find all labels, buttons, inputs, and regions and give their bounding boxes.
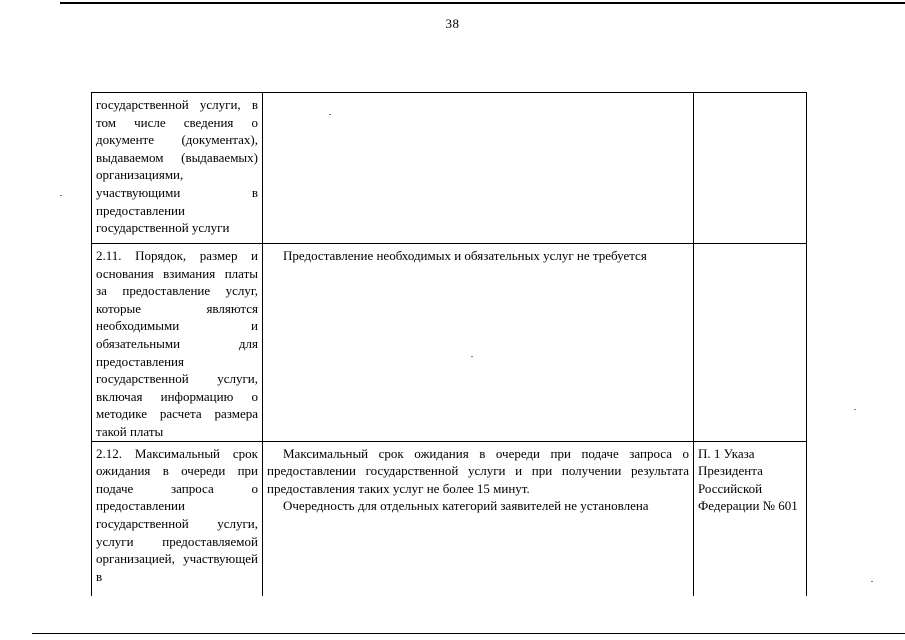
scan-speck bbox=[329, 114, 331, 115]
scan-speck bbox=[471, 356, 473, 357]
table-cell-legal-basis bbox=[694, 93, 807, 244]
bottom-rule bbox=[32, 633, 905, 634]
table-cell-content bbox=[263, 441, 694, 596]
table-cell-description: 2.12. Максимальный срок ожидания в очереди при подаче запроса о предоставлении государственной услуги, услуги предоставляемой организацией, участвующей в bbox=[92, 441, 263, 596]
document-table bbox=[91, 92, 807, 596]
table-cell-description: государственной услуги, в том числе сведения о документе (документах), выдаваемом (выдаваемых) организациями, участвующими в предоставлении государственной услуги bbox=[92, 93, 263, 244]
table-cell-content bbox=[263, 93, 694, 244]
top-rule bbox=[60, 2, 905, 4]
table-row bbox=[92, 244, 807, 442]
table-cell-content bbox=[263, 244, 694, 442]
page-number: 38 bbox=[445, 16, 460, 31]
table-cell-legal-basis bbox=[694, 244, 807, 442]
table-row bbox=[92, 441, 807, 596]
table-cell-description: 2.11. Порядок, размер и основания взимания платы за предоставление услуг, которые являются необходимыми и обязательными для предоставления государственной услуги, включая информацию о методике расчета размера такой платы bbox=[92, 244, 263, 442]
content-paragraph: Очередность для отдельных категорий заявителей не установлена bbox=[283, 498, 649, 514]
table-row bbox=[92, 93, 807, 244]
table-cell-legal-basis: П. 1 Указа Президента Российской Федерации № 601 bbox=[694, 441, 807, 596]
content-paragraph: Максимальный срок ожидания в очереди при подаче запроса о предоставлении государственной услуги и при получении результата предоставления таких услуг не более 15 минут. bbox=[267, 445, 689, 496]
scan-speck bbox=[60, 195, 62, 196]
scan-speck bbox=[854, 409, 856, 410]
content-paragraph: Предоставление необходимых и обязательных услуг не требуется bbox=[283, 248, 647, 263]
scan-speck bbox=[871, 581, 873, 582]
